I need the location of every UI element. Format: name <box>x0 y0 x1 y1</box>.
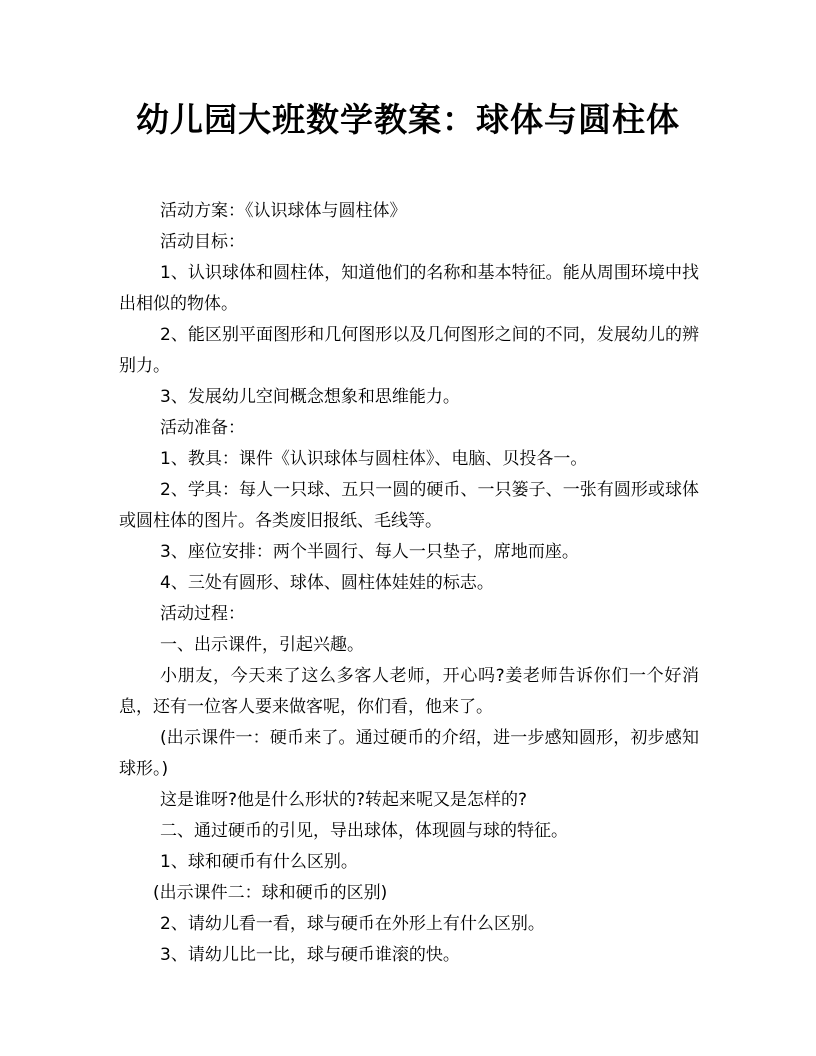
paragraph-prep-4: 4、三处有圆形、球体、圆柱体娃娃的标志。 <box>160 573 494 593</box>
paragraph-prep-3: 3、座位安排：两个半圆行、每人一只垫子，席地而座。 <box>160 542 579 562</box>
document-title: 幼儿园大班数学教案：球体与圆柱体 <box>136 100 680 139</box>
paragraph-goal-1: 1、认识球体和圆柱体，知道他们的名称和基本特征。能从周围环境中找出相似的物体。 <box>119 263 699 314</box>
paragraph-step-2-2: 2、请幼儿看一看，球与硬币在外形上有什么区别。 <box>160 914 545 934</box>
heading-activity-goals: 活动目标： <box>160 232 245 252</box>
paragraph-activity-plan: 活动方案：《认识球体与圆柱体》 <box>160 201 407 221</box>
document-body <box>119 196 699 971</box>
paragraph-prep-2: 2、学具：每人一只球、五只一圆的硬币、一只篓子、一张有圆形或球体或圆柱体的图片。各类废旧报纸、毛线等。 <box>119 480 699 531</box>
paragraph-courseware-2: (出示课件二：球和硬币的区别) <box>153 883 388 903</box>
paragraph-step-2-3: 3、请幼儿比一比，球与硬币谁滚的快。 <box>160 945 460 965</box>
paragraph-goal-2: 2、能区别平面图形和几何图形以及几何图形之间的不同，发展幼儿的辨别力。 <box>119 325 699 376</box>
paragraph-prep-1: 1、教具：课件《认识球体与圆柱体》、电脑、贝投各一。 <box>160 449 588 469</box>
paragraph-process-step-2: 二、通过硬币的引见，导出球体，体现圆与球的特征。 <box>160 821 568 841</box>
paragraph-process-step-1: 一、出示课件，引起兴趣。 <box>160 635 364 655</box>
paragraph-step-2-1: 1、球和硬币有什么区别。 <box>160 852 358 872</box>
paragraph-question: 这是谁呀?他是什么形状的?转起来呢又是怎样的? <box>160 790 528 810</box>
paragraph-process-intro: 小朋友，今天来了这么多客人老师，开心吗?姜老师告诉你们一个好消息，还有一位客人要来做客呢，你们看，他来了。 <box>119 666 699 717</box>
heading-activity-preparation: 活动准备： <box>160 418 245 438</box>
heading-activity-process: 活动过程： <box>160 604 245 624</box>
paragraph-courseware-1: (出示课件一：硬币来了。通过硬币的介绍，进一步感知圆形，初步感知球形。) <box>119 728 699 779</box>
paragraph-goal-3: 3、发展幼儿空间概念想象和思维能力。 <box>160 387 460 407</box>
